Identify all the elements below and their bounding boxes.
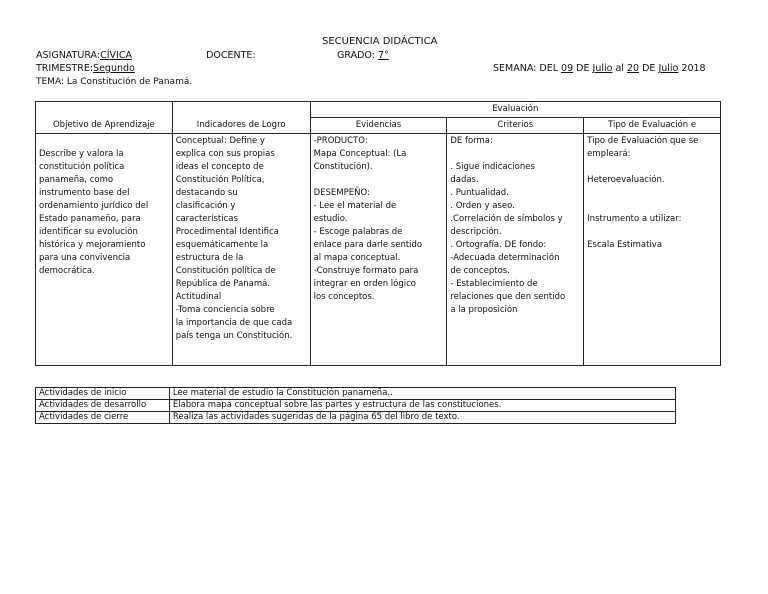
- cell-line: estudio.: [313, 214, 348, 224]
- semana-line: [493, 63, 706, 74]
- activity-text: Realiza las actividades sugeridas de la página 65 del libro de texto.: [169, 412, 675, 424]
- activity-label: Actividades de cierre: [36, 412, 170, 424]
- cell-line: [450, 148, 580, 161]
- grado-line: [337, 50, 389, 61]
- cell-line: integrar en orden lógico: [313, 279, 416, 289]
- semana-dia-inicio: 09: [561, 63, 574, 74]
- docente-label: DOCENTE:: [206, 50, 256, 61]
- cell-line: . Ortografía. DE fondo:: [450, 240, 547, 250]
- cell-line: para una convivencia: [39, 253, 131, 263]
- cell-line: - Lee el material de: [313, 201, 397, 211]
- cell-line: -Construye formato para: [313, 266, 419, 276]
- header-tipo: Tipo de Evaluación e: [584, 118, 721, 134]
- planning-table: [35, 101, 721, 366]
- header-evaluacion: Evaluación: [310, 102, 720, 118]
- cell-line: Escala Estimativa: [587, 240, 663, 250]
- cell-line: clasificación y: [175, 201, 236, 211]
- asignatura-line: [36, 50, 256, 61]
- activity-row: [36, 400, 676, 412]
- evidencias-text: [314, 135, 444, 304]
- tipo-text: [587, 135, 717, 252]
- activity-label: Actividades de desarrollo: [36, 400, 170, 412]
- cell-line: enlace para darle sentido: [313, 240, 423, 250]
- cell-line: [314, 174, 444, 187]
- activity-label: Actividades de inicio: [36, 388, 170, 400]
- cell-line: -Adecuada determinación: [450, 253, 560, 263]
- cell-line: explica con sus propias: [175, 149, 275, 159]
- header-criterios: Criterios: [447, 118, 584, 134]
- objetivo-text: [39, 135, 169, 278]
- semana-de2: DE: [642, 63, 656, 74]
- trimestre-label: TRIMESTRE:: [36, 63, 94, 74]
- cell-line: . Orden y aseo.: [450, 201, 515, 211]
- cell-line: la importancia de que cada: [175, 318, 293, 328]
- trimestre-line: [36, 63, 135, 74]
- cell-line: - Establecimiento de: [450, 279, 538, 289]
- cell-line: relaciones que den sentido: [450, 292, 566, 302]
- cell-line: DESEMPEÑO:: [313, 188, 370, 198]
- cell-criterios: [447, 134, 584, 366]
- cell-line: Tipo de Evaluación que se: [587, 136, 699, 146]
- semana-mes-fin: Julio: [658, 63, 679, 74]
- activity-text: Lee material de estudio la Constitución panameña..: [169, 388, 675, 400]
- grado-label: GRADO:: [337, 50, 375, 61]
- cell-tipo: [584, 134, 721, 366]
- cell-line: Describe y valora la: [39, 149, 124, 159]
- cell-line: al mapa conceptual.: [313, 253, 401, 263]
- header-objetivo: Objetivo de Aprendizaje: [36, 102, 173, 134]
- semana-label: SEMANA: DEL: [493, 63, 558, 74]
- cell-line: instrumento base del: [39, 188, 130, 198]
- cell-line: descripción.: [450, 227, 502, 237]
- cell-line: .Correlación de símbolos y: [450, 214, 563, 224]
- cell-line: Constitución Política,: [175, 175, 265, 185]
- cell-line: panameña, como: [39, 175, 114, 185]
- cell-line: [587, 161, 717, 174]
- cell-line: de conceptos.: [450, 266, 510, 276]
- cell-line: - Escoge palabras de: [313, 227, 403, 237]
- cell-line: histórica y mejoramiento: [39, 240, 146, 250]
- cell-line: Heteroevaluación.: [587, 175, 665, 185]
- cell-line: empleará:: [587, 149, 631, 159]
- asignatura-label: ASIGNATURA:: [36, 50, 101, 61]
- cell-line: ordenamiento jurídico del: [39, 201, 149, 211]
- semana-dia-fin: 20: [626, 63, 640, 74]
- cell-line: Procedimental Identifica: [175, 227, 279, 237]
- cell-line: Mapa Conceptual: (La: [313, 149, 407, 159]
- cell-line: -Toma conciencia sobre: [175, 305, 275, 315]
- semana-mes-inicio: Julio: [592, 63, 613, 74]
- cell-line: Conceptual: Define y: [175, 136, 265, 146]
- cell-indicadores: [172, 134, 310, 366]
- cell-line: -PRODUCTO:: [313, 136, 368, 146]
- indicadores-text: [176, 135, 307, 343]
- cell-line: Instrumento a utilizar:: [587, 214, 682, 224]
- cell-evidencias: [310, 134, 447, 366]
- cell-line: a la proposición: [450, 305, 518, 315]
- cell-line: dadas.: [450, 175, 479, 185]
- cell-line: democrática.: [39, 266, 95, 276]
- cell-line: [587, 226, 717, 239]
- cell-line: ideas el concepto de: [175, 162, 264, 172]
- cell-line: DE forma:: [450, 136, 493, 146]
- cell-line: Estado panameño, para: [39, 214, 141, 224]
- cell-line: estructura de la: [175, 253, 244, 263]
- cell-line: Actitudinal: [175, 292, 222, 302]
- activity-text: Elabora mapa conceptual sobre las partes y estructura de las constituciones.: [169, 400, 675, 412]
- cell-line: . Sigue indicaciones: [450, 162, 535, 172]
- tema-line: TEMA: La Constitución de Panamá.: [36, 77, 193, 87]
- activities-table: [35, 387, 676, 424]
- cell-line: características: [175, 214, 238, 224]
- grado-value: 7°: [377, 50, 389, 61]
- cell-line: destacando su: [175, 188, 238, 198]
- criterios-text: [450, 135, 580, 317]
- cell-line: [587, 200, 717, 213]
- cell-line: República de Panamá.: [175, 279, 271, 289]
- trimestre-value: Segundo: [93, 63, 135, 74]
- activity-row: [36, 388, 676, 400]
- cell-line: esquemáticamente la: [175, 240, 269, 250]
- cell-line: Constitución política de: [175, 266, 276, 276]
- cell-line: los conceptos.: [313, 292, 375, 302]
- semana-anio: 2018: [681, 63, 706, 74]
- cell-objetivo: [36, 134, 173, 366]
- semana-al: al: [615, 63, 624, 74]
- header-indicadores: Indicadores de Logro: [172, 102, 310, 134]
- cell-line: constitución política: [39, 162, 125, 172]
- cell-line: [587, 187, 717, 200]
- activity-row: [36, 412, 676, 424]
- cell-line: identificar su evolución: [39, 227, 138, 237]
- cell-line: Constitución).: [313, 162, 373, 172]
- cell-line: . Puntualidad.: [450, 188, 509, 198]
- asignatura-value: CÍVICA: [100, 50, 132, 61]
- document-title: SECUENCIA DIDÁCTICA: [322, 36, 438, 47]
- semana-de1: DE: [576, 63, 590, 74]
- cell-line: país tenga un Constitución.: [175, 331, 293, 341]
- header-evidencias: Evidencias: [310, 118, 447, 134]
